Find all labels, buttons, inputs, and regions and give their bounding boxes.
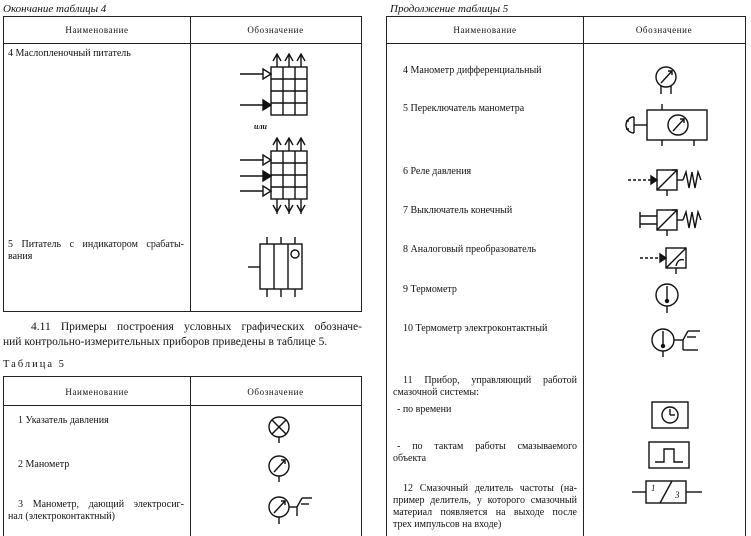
table-5c-row-7: 7 Выключатель конечный bbox=[403, 205, 513, 216]
table-5-row-2: 2 Манометр bbox=[18, 459, 70, 470]
table-4-row-5-line2: вания bbox=[8, 251, 33, 262]
table-5-row-3-line2: нал (электроконтактный) bbox=[8, 511, 115, 522]
table-5-row-3-line1: 3 Манометр, дающий электросиг- bbox=[18, 499, 184, 510]
table-5-header-name: Наименование bbox=[65, 387, 129, 397]
paragraph-4-11-line1: 4.11 Примеры построения условных графических обозначе- bbox=[31, 321, 362, 333]
paragraph-4-11-line2: ний контрольно-измерительных приборов приведены в таблице 5. bbox=[3, 336, 328, 348]
table-4-header-symbol: Обозначение bbox=[247, 25, 304, 35]
table-5c-row-5: 5 Переключатель манометра bbox=[403, 103, 525, 114]
table-5c-row-8: 8 Аналоговый преобразователь bbox=[403, 244, 537, 255]
table-5-row-1: 1 Указатель давления bbox=[18, 415, 109, 426]
table-5c-row-9: 9 Термометр bbox=[403, 284, 457, 295]
table-5c-row-12-line2: пример делитель, у которого смазочный bbox=[393, 495, 577, 506]
table-5c-row-11-line1: 11 Прибор, управляющий работой bbox=[403, 375, 577, 386]
ili-label: или bbox=[254, 122, 268, 131]
table-5c-row-12-line1: 12 Смазочный делитель частоты (на- bbox=[403, 483, 577, 494]
divider-output-count: 3 bbox=[675, 490, 680, 500]
table-5c-row-11-time: - по времени bbox=[397, 404, 452, 415]
table-5c-row-4: 4 Манометр дифференциальный bbox=[403, 65, 542, 76]
table-5c-header-symbol: Обозначение bbox=[635, 25, 693, 35]
table-5-header-symbol: Обозначение bbox=[247, 387, 304, 397]
table-5c-row-11-cycles-line1: - по тактам работы смазываемого bbox=[397, 441, 577, 452]
table-4-header-name: Наименование bbox=[65, 25, 129, 35]
table-4-end-caption: Окончание таблицы 4 bbox=[3, 3, 107, 15]
table-5c-row-11-cycles-line2: объекта bbox=[393, 453, 427, 464]
table-5-continuation-caption: Продолжение таблицы 5 bbox=[390, 3, 509, 15]
table-4-row-5-line1: 5 Питатель с индикатором срабаты- bbox=[8, 239, 184, 250]
table-5c-row-6: 6 Реле давления bbox=[403, 166, 472, 177]
table-5c-row-11-line2: смазочной системы: bbox=[393, 387, 479, 398]
table-5-caption: Таблица 5 bbox=[3, 359, 66, 370]
table-4-row-4: 4 Маслопленочный питатель bbox=[8, 48, 131, 59]
table-5c-row-12-line3: материал появляется на выходе после bbox=[393, 507, 577, 518]
table-5c-row-10: 10 Термометр электроконтактный bbox=[403, 323, 548, 334]
table-5c-header-name: Наименование bbox=[453, 25, 517, 35]
divider-input-count: 1 bbox=[651, 483, 656, 493]
table-5c-row-12-line4: трех импульсов на входе) bbox=[393, 519, 502, 530]
